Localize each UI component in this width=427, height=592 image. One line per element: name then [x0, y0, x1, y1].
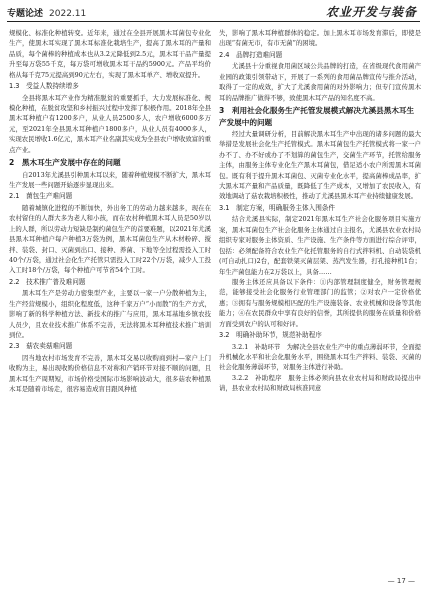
paragraph: 规模化、标准化种植转变。近年来，通过在全县开展黑木耳菌包专业化生产，使黑木耳实现了黑木耳标准化栽培生产，提高了黑木耳的产量和品质，每个菌棒的种植成本也从3.2元降低到2.5元，黑木耳干品产量提升至每万袋55千克，每万袋可增收黑木耳干品约5900元。产品平均价格从每千克75元提高到90元左右，实现了黑木耳单产、增收双提升。	[9, 29, 211, 79]
page-number: — 17 —	[387, 577, 415, 585]
paragraph: 3.2.2 补助程序 服务主体必须向县农业农村局和财政局提出申请，县农业农村局和财政局核准同意	[219, 373, 421, 393]
paragraph: 因当地农村市场发育不完善，黑木耳交易以收购商到村—家户上门收购为主，易出现收购价格信息不对称和产销环节对接不顺的问题，且黑木耳生产周期短，市场价格受国际市场影响波动大，很多菇农种植黑木耳是随着市场走，很容易造成盲目跟风种植	[9, 354, 211, 394]
paragraph: 3.2.1 补助环节 为解决全县农业生产中的重点薄弱环节，全面提升机械化水平和社会化服务水平，围绕黑木耳生产拌料、装袋、灭菌的社会化服务薄弱环节，对服务主体进行补助。	[219, 342, 421, 372]
section-label	[7, 6, 86, 19]
paragraph: 尤溪县十分重视食用菌区域公共品牌的打造，在省级现代食用菌产业园的政策引领带动下，开展了一系列的食用菌品牌宣传与推介活动，取得了一定的成效，扩大了尤溪食用菌的对外影响力；但专门宣传黑木耳的品牌推广做得不够，致使黑木耳产品的知名度不高。	[219, 62, 421, 102]
heading-2-1: 2.1 菌包生产难问题	[9, 192, 73, 201]
paragraph: 全县将黑木耳产业作为精准脱贫的重要抓手，大力发展标准化、规模化种植，在脱贫攻坚和乡村振兴过程中发挥了积极作用。2018年全县黑木耳种植户有1200多户，从业人员2500多人，农户增收6000多万元，至2021年全县黑木耳种植户1800多户，从业人员有4000多人，实现农民增收1.6亿元，黑木耳产业名副其实成为全县农户增收致富的重点产业。	[9, 93, 211, 154]
section-title: 专题论述	[7, 9, 44, 19]
heading-3-2: 3.2 明确补助环节，规范补助程序	[219, 330, 322, 339]
paragraph: 服务主体还应具备以下条件：①内部管理制度健全，财务管理规范，能够接受社会化服务行业管理部门的监管；②对农户一定价格优惠；③拥有与服务规模相匹配的生产设施装备、农业机械和设备等其他能力；④在农民群众中享有良好的信誉，其所提供的服务在质量和价格方面受到农户的认可和好评。	[219, 277, 421, 328]
heading-3: 3 利用社会化服务生产托管发展模式解决尤溪县黑木耳生产发展中的问题	[219, 106, 415, 127]
left-column	[9, 28, 211, 395]
heading-2-2: 2.2 技术推广普及难问题	[9, 277, 86, 286]
right-column	[219, 28, 421, 394]
heading-3-1: 3.1 制定方案，明确服务主体入围条件	[219, 203, 335, 212]
paragraph: 自2013年尤溪县引种黑木耳以来，随着种植规模不断扩大，黑木耳生产发展一些问题开始逐步显现出来。	[9, 170, 211, 189]
paragraph: 黑木耳生产是劳动力密集型产业，主要以一家一户分散种植为主，生产经营规模小，组织化程度低，这种千家万户“小而散”的生产方式，影响了新的科学种植方法、新技术的推广与应用，黑木耳基地乡镇农技人员少，且农业技术推广体系不完善，无法将黑木耳种植技术推广培训到位。	[9, 289, 211, 340]
paragraph: 失，影响了黑木耳种植群体的稳定。加上黑木耳市场发育滞后，即使是出现“有菌无市，有市无菌”的困境。	[219, 29, 421, 48]
heading-2: 2 黑木耳生产发展中存在的问题	[9, 158, 121, 168]
heading-2-4: 2.4 品牌打造难问题	[219, 50, 283, 59]
header-divider	[7, 21, 420, 22]
paragraph: 经过大量调研分析，目前解决黑木耳生产中出现的诸多问题的最大举措是发展社会化生产托管模式。黑木耳菌包生产托管模式将一家一户办不了、办不好或办了不划算的菌包生产，交菌生产环节，托管给服务主体，由服务主体专业化生产黑木耳菌包，借足适小农户所需黑木耳菌包。既有利于提升黑木耳菌包、灭菌专业化水平，提高菌棒成品率，扩大黑木耳产量和产品质量，既降低了生产成本，又增加了农民收入，有效地调动了菇农栽培积极性，推动了尤溪县黑木耳产业持续健康发展。	[219, 130, 421, 201]
journal-logo: 农业开发与装备	[325, 5, 417, 19]
page-header	[0, 0, 427, 26]
heading-1-3: 1.3 受益人数持续增多	[9, 82, 79, 91]
paragraph: 随着城镇化进程的不断加快，外出务工的劳动力越来越多，现在在农村留住的人群大多为老人和小孩，而在农村种植黑木耳人员是50岁以上的人群，所以劳动力短缺是制约菌包生产的首要难题，以2021年尤溪县黑木耳种植户每户种植3万袋为例，黑木耳菌包生产从木材粉碎、搅拌、装袋、封口、灭菌到出口、接种、养菌、下地等全过程需投入工时40个/万袋，通过社会化生产托管只需投入工时22个/万袋，减少人工投入工时18个/万袋，每个种植户可节省54个工时。	[9, 203, 211, 275]
heading-2-3: 2.3 菇农卖菇难问题	[9, 342, 73, 351]
paragraph: 结合尤溪县实际，制定2021年黑木耳生产社会化服务项目实施方案，黑木耳菌包生产社会化服务主体通过自主报名，尤溪县农业农村局组织专家对服务主体资质、生产设施、生产条件等方面进行综合评审，包括：必须配备符合农业生产化托管服务的自行式拌料机、自动装袋机(可自动扎口)2台，配套铁架灭菌层架、蒸汽发生器，打孔接种机1台；年生产菌包能力在2万袋以上，具备……	[219, 215, 421, 276]
issue-number: 2022.11	[49, 9, 87, 19]
